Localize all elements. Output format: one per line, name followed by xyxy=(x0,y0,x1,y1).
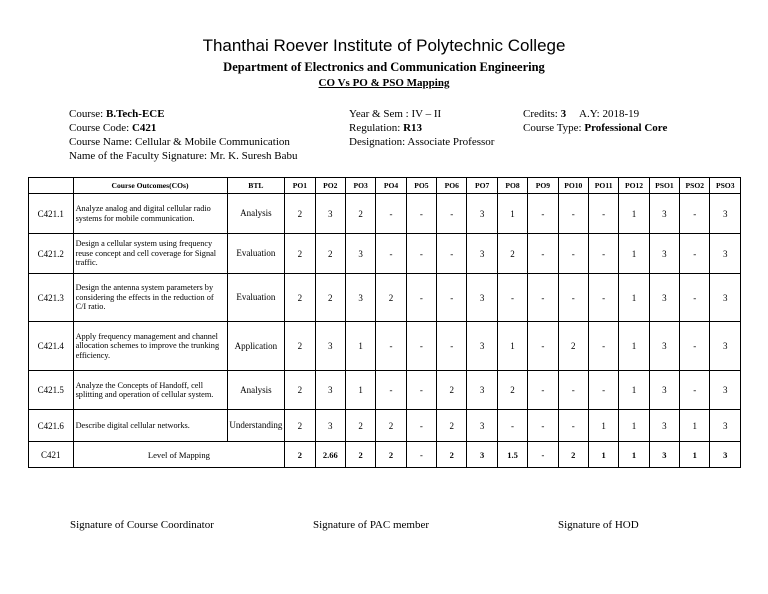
designation-row xyxy=(349,135,494,149)
mapping-value-cell: - xyxy=(558,371,588,410)
mapping-value-cell: - xyxy=(406,194,436,234)
mapping-value-cell: 1 xyxy=(619,322,649,371)
designation-value: Associate Professor xyxy=(407,136,495,148)
table-row xyxy=(29,194,741,234)
credits-value: 3 xyxy=(560,108,567,120)
header-pso3: PSO3 xyxy=(710,178,741,194)
mapping-value-cell: - xyxy=(406,234,436,274)
mapping-value-cell: 2 xyxy=(437,371,467,410)
mapping-value-cell: 1 xyxy=(588,410,618,442)
mapping-value-cell: - xyxy=(528,274,558,322)
level-value-cell: - xyxy=(528,442,558,468)
mapping-value-cell: - xyxy=(558,194,588,234)
mapping-value-cell: - xyxy=(528,322,558,371)
mapping-value-cell: - xyxy=(376,322,406,371)
pac-member-signature: Signature of PAC member xyxy=(313,519,429,531)
mapping-title xyxy=(0,77,768,89)
mapping-value-cell: - xyxy=(528,194,558,234)
btl-cell: Application xyxy=(227,322,285,371)
header-po12: PO12 xyxy=(619,178,649,194)
mapping-value-cell: - xyxy=(588,234,618,274)
header-po1: PO1 xyxy=(285,178,315,194)
level-value-cell: 2.66 xyxy=(315,442,345,468)
level-value-cell: 2 xyxy=(558,442,588,468)
mapping-value-cell: 2 xyxy=(376,274,406,322)
mapping-value-cell: - xyxy=(437,322,467,371)
mapping-value-cell: 3 xyxy=(649,234,679,274)
course-code-value: C421 xyxy=(131,122,157,134)
mapping-value-cell: 2 xyxy=(285,234,315,274)
header-co-id xyxy=(29,178,74,194)
regulation-value: R13 xyxy=(403,122,423,134)
co-id-cell: C421.6 xyxy=(29,410,74,442)
mapping-value-cell: 2 xyxy=(345,410,375,442)
header-po2: PO2 xyxy=(315,178,345,194)
level-value-cell: - xyxy=(406,442,436,468)
header-po4: PO4 xyxy=(376,178,406,194)
mapping-value-cell: 3 xyxy=(649,410,679,442)
credits-row xyxy=(523,107,639,121)
mapping-value-cell: - xyxy=(406,371,436,410)
college-name: Thanthai Roever Institute of Polytechnic College xyxy=(202,36,566,55)
mapping-value-cell: 1 xyxy=(619,234,649,274)
co-id-cell: C421.5 xyxy=(29,371,74,410)
level-value-cell: 3 xyxy=(467,442,497,468)
mapping-value-cell: - xyxy=(558,274,588,322)
mapping-value-cell: 3 xyxy=(315,322,345,371)
mapping-value-cell: 3 xyxy=(649,371,679,410)
header-course-outcomes: Course Outcomes(COs) xyxy=(73,178,227,194)
mapping-value-cell: 3 xyxy=(710,234,741,274)
co-description-cell: Apply frequency management and channel allocation schemes to improve the trunking efficiency. xyxy=(73,322,227,371)
mapping-value-cell: 3 xyxy=(467,274,497,322)
header-po3: PO3 xyxy=(345,178,375,194)
level-value-cell: 1.5 xyxy=(497,442,527,468)
mapping-value-cell: 2 xyxy=(285,274,315,322)
mapping-value-cell: - xyxy=(680,194,710,234)
mapping-value-cell: - xyxy=(376,194,406,234)
course-type-label: Course Type: xyxy=(523,122,582,134)
table-header-row xyxy=(29,178,741,194)
mapping-value-cell: 3 xyxy=(467,194,497,234)
mapping-value-cell: 3 xyxy=(710,410,741,442)
mapping-value-cell: - xyxy=(376,371,406,410)
mapping-value-cell: - xyxy=(528,410,558,442)
mapping-value-cell: 3 xyxy=(467,410,497,442)
table-row xyxy=(29,410,741,442)
co-description-cell: Design a cellular system using frequency reuse concept and cell coverage for Signal traffic. xyxy=(73,234,227,274)
table-row xyxy=(29,322,741,371)
regulation-label: Regulation: xyxy=(349,122,401,134)
mapping-value-cell: 2 xyxy=(376,410,406,442)
regulation-row xyxy=(349,121,422,135)
co-description-cell: Analyze analog and digital cellular radio systems for mobile communication. xyxy=(73,194,227,234)
level-value-cell: 1 xyxy=(588,442,618,468)
year-sem-value: : IV – II xyxy=(405,108,442,120)
mapping-value-cell: - xyxy=(588,194,618,234)
mapping-value-cell: 3 xyxy=(710,274,741,322)
mapping-value-cell: 1 xyxy=(345,371,375,410)
designation-label: Designation: xyxy=(349,136,406,148)
level-label-cell: Level of Mapping xyxy=(73,442,285,468)
course-code-row xyxy=(69,121,156,135)
level-value-cell: 2 xyxy=(285,442,315,468)
mapping-value-cell: 3 xyxy=(315,371,345,410)
course-row xyxy=(69,107,165,121)
mapping-value-cell: 1 xyxy=(497,322,527,371)
mapping-value-cell: 2 xyxy=(315,234,345,274)
mapping-value-cell: 2 xyxy=(285,322,315,371)
table-row xyxy=(29,371,741,410)
mapping-value-cell: 2 xyxy=(315,274,345,322)
header-po7: PO7 xyxy=(467,178,497,194)
level-value-cell: 2 xyxy=(345,442,375,468)
course-code-label: Course Code: xyxy=(69,122,130,134)
mapping-value-cell: 3 xyxy=(467,234,497,274)
level-of-mapping-row xyxy=(29,442,741,468)
mapping-value-cell: - xyxy=(406,410,436,442)
course-name-label: Course Name: xyxy=(69,136,133,148)
course-type-row xyxy=(523,121,667,135)
course-name-value: Cellular & Mobile Communication xyxy=(134,136,290,148)
mapping-value-cell: 3 xyxy=(649,194,679,234)
btl-cell: Evaluation xyxy=(227,274,285,322)
header-po6: PO6 xyxy=(437,178,467,194)
mapping-title-text: CO Vs PO & PSO Mapping xyxy=(318,77,450,89)
mapping-value-cell: - xyxy=(680,322,710,371)
mapping-value-cell: 1 xyxy=(619,371,649,410)
mapping-value-cell: 2 xyxy=(497,371,527,410)
hod-signature: Signature of HOD xyxy=(558,519,639,531)
mapping-value-cell: - xyxy=(437,234,467,274)
mapping-value-cell: 3 xyxy=(649,274,679,322)
mapping-value-cell: 3 xyxy=(467,371,497,410)
mapping-value-cell: - xyxy=(528,234,558,274)
header-po5: PO5 xyxy=(406,178,436,194)
mapping-value-cell: 2 xyxy=(285,371,315,410)
mapping-value-cell: - xyxy=(558,410,588,442)
mapping-value-cell: - xyxy=(437,194,467,234)
department-name: Department of Electronics and Communication Engineering xyxy=(223,60,545,74)
header-pso2: PSO2 xyxy=(680,178,710,194)
mapping-value-cell: - xyxy=(558,234,588,274)
mapping-value-cell: 3 xyxy=(315,194,345,234)
level-value-cell: 3 xyxy=(649,442,679,468)
co-description-cell: Design the antenna system parameters by considering the effects in the reduction of C/I ratio. xyxy=(73,274,227,322)
academic-year-value: 2018-19 xyxy=(602,108,640,120)
faculty-row xyxy=(69,149,298,163)
mapping-value-cell: 3 xyxy=(710,371,741,410)
course-type-value: Professional Core xyxy=(584,122,668,134)
mapping-value-cell: 2 xyxy=(285,194,315,234)
mapping-value-cell: 3 xyxy=(649,322,679,371)
btl-cell: Analysis xyxy=(227,371,285,410)
mapping-value-cell: - xyxy=(406,274,436,322)
level-value-cell: 3 xyxy=(710,442,741,468)
mapping-value-cell: - xyxy=(437,274,467,322)
mapping-value-cell: 2 xyxy=(285,410,315,442)
faculty-label: Name of the Faculty Signature: xyxy=(69,150,208,162)
mapping-value-cell: 3 xyxy=(345,234,375,274)
mapping-value-cell: - xyxy=(406,322,436,371)
mapping-value-cell: - xyxy=(588,274,618,322)
course-value: B.Tech-ECE xyxy=(105,108,165,120)
table-body xyxy=(29,194,741,468)
level-value-cell: 1 xyxy=(619,442,649,468)
mapping-value-cell: 3 xyxy=(315,410,345,442)
credits-label: Credits: xyxy=(523,108,558,120)
level-value-cell: 1 xyxy=(680,442,710,468)
mapping-value-cell: 3 xyxy=(710,194,741,234)
coordinator-signature: Signature of Course Coordinator xyxy=(70,519,214,531)
mapping-value-cell: 2 xyxy=(497,234,527,274)
co-id-cell: C421.1 xyxy=(29,194,74,234)
level-value-cell: 2 xyxy=(437,442,467,468)
header-pso1: PSO1 xyxy=(649,178,679,194)
mapping-value-cell: - xyxy=(528,371,558,410)
level-co-id-cell: C421 xyxy=(29,442,74,468)
course-name-row xyxy=(69,135,290,149)
faculty-value: Mr. K. Suresh Babu xyxy=(209,150,298,162)
co-po-mapping-table xyxy=(28,177,741,468)
header-po9: PO9 xyxy=(528,178,558,194)
mapping-value-cell: - xyxy=(680,274,710,322)
co-description-cell: Describe digital cellular networks. xyxy=(73,410,227,442)
mapping-value-cell: - xyxy=(588,371,618,410)
mapping-value-cell: 2 xyxy=(558,322,588,371)
level-value-cell: 2 xyxy=(376,442,406,468)
btl-cell: Analysis xyxy=(227,194,285,234)
header-po8: PO8 xyxy=(497,178,527,194)
mapping-value-cell: 1 xyxy=(680,410,710,442)
btl-cell: Evaluation xyxy=(227,234,285,274)
mapping-value-cell: - xyxy=(497,410,527,442)
table-row xyxy=(29,274,741,322)
mapping-value-cell: 1 xyxy=(619,194,649,234)
co-id-cell: C421.4 xyxy=(29,322,74,371)
mapping-value-cell: - xyxy=(680,234,710,274)
mapping-value-cell: 1 xyxy=(345,322,375,371)
co-id-cell: C421.2 xyxy=(29,234,74,274)
mapping-value-cell: 1 xyxy=(619,410,649,442)
mapping-value-cell: 2 xyxy=(437,410,467,442)
mapping-value-cell: 1 xyxy=(497,194,527,234)
table-row xyxy=(29,234,741,274)
mapping-value-cell: - xyxy=(588,322,618,371)
mapping-value-cell: - xyxy=(376,234,406,274)
mapping-value-cell: - xyxy=(497,274,527,322)
mapping-value-cell: 3 xyxy=(467,322,497,371)
mapping-value-cell: 3 xyxy=(345,274,375,322)
academic-year-label: A.Y: xyxy=(579,108,600,120)
mapping-value-cell: 2 xyxy=(345,194,375,234)
btl-cell: Understanding xyxy=(227,410,285,442)
mapping-value-cell: 1 xyxy=(619,274,649,322)
header-btl: BTL xyxy=(227,178,285,194)
co-description-cell: Analyze the Concepts of Handoff, cell splitting and operation of cellular system. xyxy=(73,371,227,410)
course-label: Course: xyxy=(69,108,104,120)
mapping-value-cell: 3 xyxy=(710,322,741,371)
year-sem-label: Year & Sem xyxy=(349,108,403,120)
co-id-cell: C421.3 xyxy=(29,274,74,322)
header-po10: PO10 xyxy=(558,178,588,194)
mapping-value-cell: - xyxy=(680,371,710,410)
year-sem-row xyxy=(349,107,441,121)
header-po11: PO11 xyxy=(588,178,618,194)
